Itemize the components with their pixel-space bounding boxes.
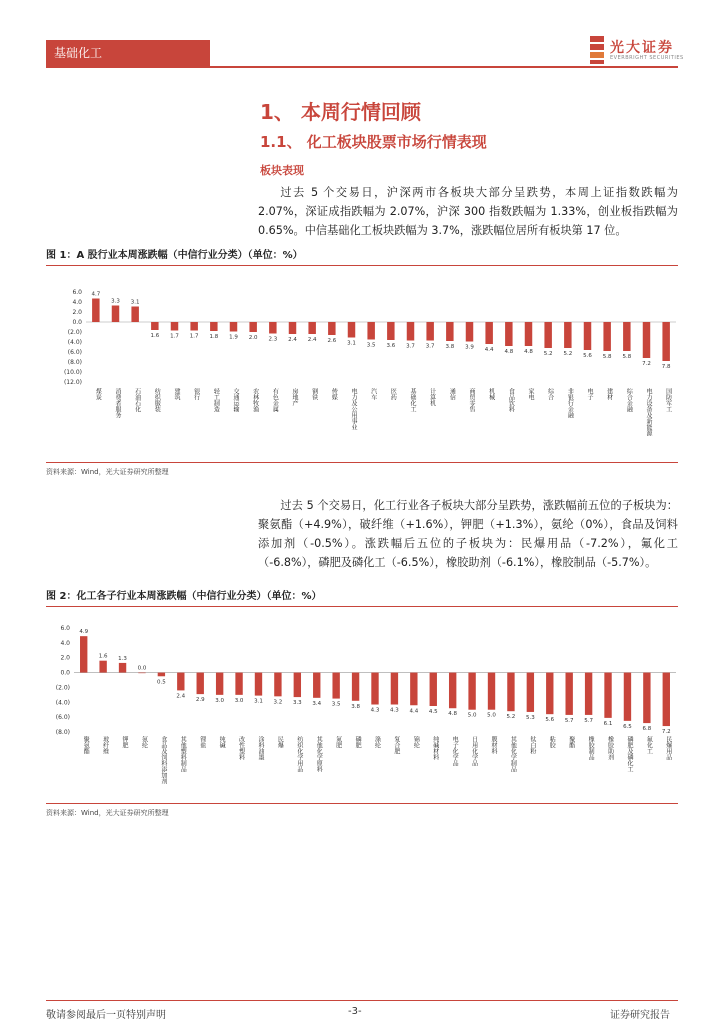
category-label: 锂盐 [198,736,206,748]
category-label: 石油石化 [133,388,141,412]
bar [387,322,394,340]
bar [138,673,145,674]
bar-value-label: 2.0 [248,335,258,341]
bar-value-label: 5.8 [602,354,612,360]
footer-rule [46,1000,678,1001]
bar [662,322,669,361]
bar [505,322,512,346]
chemical-subsector-returns-chart [46,620,678,800]
bar-value-label: 4.4 [484,347,494,353]
category-label: 纺织服装 [153,388,161,412]
category-label: 民爆 [276,736,284,748]
bar-value-label: 5.0 [487,712,496,719]
bar-value-label: 3.1 [254,698,263,705]
bar-value-label: 5.3 [525,714,535,721]
bar-value-label: 2.3 [268,336,278,343]
bar [289,322,296,334]
category-label: 电子化学品 [451,736,459,766]
category-label: 纯碱材料 [431,736,439,760]
bar-value-label: 2.4 [307,337,317,343]
y-tick-label: 4.0 [72,299,82,306]
bar [603,322,610,351]
category-label: 氨纶 [140,736,148,748]
bar-value-label: 1.9 [229,334,238,341]
bar-value-label: 4.3 [370,707,380,714]
bar-value-label: 3.7 [406,343,415,350]
footer-report-type: 证券研究报告 [610,1010,670,1021]
category-label: 基础化工 [409,388,416,412]
bar [216,673,223,695]
bar [426,322,433,341]
bar-value-label: 0.5 [157,679,166,686]
category-label: 氮肥 [334,736,342,748]
bar [507,673,514,712]
category-label: 银行 [192,388,200,400]
bar-value-label: 5.2 [543,351,553,357]
y-tick-label: (2.0) [55,684,70,692]
bar-value-label: 2.4 [176,693,186,700]
bar [131,307,138,323]
bar [466,322,473,342]
bar [367,322,374,340]
category-label: 交通运输 [232,388,239,412]
bar [430,673,437,706]
industry-returns-chart [46,280,678,464]
y-tick-label: 2.0 [60,654,70,662]
figure-2-title: 图 2：化工各子行业本周涨跌幅（中信行业分类）（单位：%） [46,587,678,607]
bar [197,673,204,695]
bar-value-label: 5.8 [622,354,632,360]
bar [158,673,165,677]
bar-value-label: 5.0 [467,712,477,719]
category-label: 农林牧渔 [251,388,259,412]
bar [643,673,650,724]
bar-value-label: 1.7 [170,333,179,340]
bar-value-label: 3.2 [273,699,283,706]
bar-value-label: 4.5 [428,709,438,715]
bar [313,673,320,698]
bar [525,322,532,346]
bar [294,673,301,698]
bar-value-label: 1.6 [150,333,160,339]
bar-value-label: 5.2 [563,351,573,357]
bar [488,673,495,710]
category-label: 纯碱 [218,736,226,748]
bar-value-label: 4.8 [448,711,458,718]
bar-value-label: 3.1 [130,299,140,306]
category-label: 建筑 [173,388,180,400]
bar [410,673,417,706]
category-label: 电力及公用事业 [350,388,357,430]
category-label: 膜材料 [490,736,498,754]
category-label: 家电 [527,388,534,400]
bar-value-label: 3.0 [215,697,225,704]
category-label: 钾肥 [121,736,129,748]
bar-value-label: 3.5 [366,342,376,349]
bar [449,673,456,709]
bar [274,673,281,697]
category-label: 氟化工 [645,736,653,754]
category-label: 纺织化学用品 [295,736,303,772]
brand-logo [588,36,688,66]
bar-value-label: 3.7 [425,343,435,350]
category-label: 涂料油墨 [256,736,264,760]
bar-value-label: 0.0 [137,665,147,672]
bar-value-label: 4.9 [79,629,89,636]
bar-value-label: 5.6 [545,717,555,724]
bar [308,322,315,334]
y-tick-label: 6.0 [72,289,82,296]
bar [391,673,398,705]
category-label: 玻纤维 [101,736,109,754]
bar-value-label: 3.1 [347,340,356,347]
y-tick-label: 6.0 [60,625,70,632]
category-label: 机械 [487,388,495,400]
header-rule [46,66,678,68]
y-tick-label: (12.0) [63,379,82,386]
category-label: 其他化学制品 [509,736,517,772]
category-label: 民爆用品 [664,736,672,760]
category-label: 其他化学原料 [315,736,323,772]
bar-value-label: 7.8 [661,364,671,370]
bar [230,322,237,332]
bar-value-label: 1.7 [189,333,199,340]
category-label: 综合金融 [625,388,633,412]
bar [171,322,178,331]
brand-subtitle: EVERBRIGHT SECURITIES [610,55,684,61]
bar-value-label: 6.5 [623,723,632,730]
brand-name: 光大证券 [610,40,674,56]
category-label: 房地产 [291,388,298,406]
bar-value-label: 4.4 [409,708,419,715]
y-tick-label: (8.0) [55,729,70,736]
bar-value-label: 3.5 [331,701,341,708]
bar [269,322,276,334]
y-tick-label: (8.0) [67,359,82,366]
bar [249,322,256,332]
bar-value-label: 5.6 [583,353,592,359]
category-label: 有色金属 [271,388,279,412]
category-label: 聚酯 [567,736,575,748]
bar-value-label: 3.6 [386,343,396,349]
bar-value-label: 4.8 [524,349,533,355]
figure-1-bottom-rule [46,462,678,463]
bar [407,322,414,341]
y-tick-label: (2.0) [67,329,82,336]
category-label: 传媒 [330,388,338,400]
topic-heading: 板块表现 [260,164,304,177]
bar-value-label: 3.9 [465,344,474,351]
category-label: 钛白粉 [528,736,536,754]
bar-value-label: 3.8 [351,703,360,710]
category-label: 日用化学品 [470,736,478,766]
bar-value-label: 1.3 [118,655,127,662]
category-label: 钢铁 [310,388,318,400]
bar [585,673,592,715]
bar [623,322,630,351]
category-label: 锦纶 [412,736,420,748]
category-label: 改性塑料 [237,736,245,760]
bar-value-label: 7.2 [661,729,671,736]
y-tick-label: (6.0) [55,714,70,722]
category-label: 复合肥 [392,736,400,754]
subsector-summary-paragraph: 过去 5 个交易日，化工行业各子板块大部分呈跌势，涨跌幅前五位的子板块为：聚氨酯（+4.9%），破纤维（+1.6%），钾肥（+1.3%），氨纶（0%），食品及饲料添加剂（-0.5%）。涨跌幅后五位的子板块为：民爆用品（-7.2%），氟化工（-6.8%），磷肥及磷化工（-6.5%），橡胶助剂（-6.1%），橡胶制品（-5.7%）。 [258,499,678,569]
bar-value-label: 3.3 [111,298,120,305]
section-tag: 基础化工 [46,40,210,66]
bar [112,306,119,323]
subsection-heading: 1.1、 化工板块股票市场行情表现 [260,133,487,151]
bar-value-label: 7.2 [642,361,651,367]
bar [352,673,359,701]
page-number: -3- [348,1006,362,1017]
bar-value-label: 4.3 [390,707,399,714]
category-label: 综合 [546,388,554,400]
category-label: 电子 [586,388,593,400]
bar [332,673,339,699]
bar [190,322,197,331]
category-label: 商贸零售 [468,388,475,412]
bar [92,299,99,323]
category-label: 涤纶 [373,736,381,748]
bar [564,322,571,348]
category-label: 非银行金融 [566,388,574,418]
category-label: 计算机 [428,388,436,406]
y-tick-label: (4.0) [67,339,82,346]
category-label: 通信 [448,388,456,400]
bar [151,322,158,330]
category-label: 橡胶制品 [587,736,595,760]
bar [177,673,184,691]
bar [468,673,475,710]
figure-1-source: 资料来源：Wind，光大证券研究所整理 [46,468,169,476]
category-label: 橡胶助剂 [606,736,614,760]
category-label: 国防军工 [664,388,672,412]
category-label: 磷肥 [354,736,362,748]
bar [80,636,87,672]
bar-value-label: 3.0 [234,697,244,704]
figure-2-source: 资料来源：Wind，光大证券研究所整理 [46,809,169,817]
category-label: 食品饮料 [507,388,515,412]
bar-value-label: 5.7 [584,717,593,724]
footer-disclaimer: 敬请参阅最后一页特别声明 [46,1010,166,1021]
bar-value-label: 3.3 [292,700,302,707]
y-tick-label: (4.0) [55,699,70,707]
bar [235,673,242,695]
bar-value-label: 1.8 [209,334,219,340]
figure-2-bottom-rule [46,803,678,804]
bar-value-label: 5.2 [506,714,516,721]
category-label: 磷肥及磷化工 [625,736,633,772]
section-heading: 1、 本周行情回顾 [260,100,421,124]
category-label: 粘胶 [548,736,556,748]
bar-value-label: 5.7 [564,717,574,724]
bar [584,322,591,350]
bar [99,661,106,673]
bar-value-label: 2.6 [327,338,337,344]
bar [485,322,492,344]
category-label: 聚氨酯 [82,736,90,754]
bar-value-label: 2.9 [195,697,205,704]
category-label: 汽车 [369,388,377,400]
y-tick-label: 0.0 [72,319,82,326]
category-label: 消费者服务 [114,388,121,418]
bar [643,322,650,358]
brand-mark-icon [588,36,606,64]
bar-value-label: 4.7 [91,291,101,298]
bar [624,673,631,721]
y-tick-label: 0.0 [60,669,70,677]
category-label: 其他塑料制品 [179,736,187,772]
y-tick-label: 2.0 [72,309,82,316]
bar [663,673,670,726]
bar-value-label: 4.8 [504,349,514,355]
bar [255,673,262,696]
bar [566,673,573,715]
category-label: 轻工制造 [212,388,220,412]
bar [527,673,534,712]
category-label: 建材 [605,388,613,400]
bar-value-label: 3.4 [312,700,322,707]
bar [210,322,217,331]
bar-value-label: 3.8 [445,344,455,350]
y-tick-label: (6.0) [67,349,82,356]
market-summary-paragraph: 过去 5 个交易日，沪深两市各板块大部分呈跌势，本周上证指数跌幅为 2.07%，深证成指跌幅为 2.07%，沪深 300 指数跌幅为 1.33%，创业板指跌幅为 0.65%。中信基础化工板块跌幅为 3.7%，涨跌幅位居所有板块第 17 位。 [258,186,678,237]
bar [119,663,126,673]
bar [446,322,453,341]
y-tick-label: (10.0) [63,369,82,376]
category-label: 煤炭 [94,388,102,400]
bar-value-label: 1.6 [98,653,108,660]
y-tick-label: 4.0 [60,639,70,647]
bar [371,673,378,705]
bar-value-label: 2.4 [288,337,297,343]
category-label: 电力设备及新能源 [645,388,652,436]
figure-1-title: 图 1：A 股行业本周涨跌幅（中信行业分类）（单位：%） [46,246,678,266]
category-label: 医药 [389,388,397,400]
bar [546,673,553,715]
bar [328,322,335,335]
bar-value-label: 6.8 [642,726,652,733]
bar [544,322,551,348]
category-label: 食品及饲料添加剂 [159,736,167,784]
bar [604,673,611,718]
bar-value-label: 6.1 [603,720,613,727]
bar [348,322,355,338]
